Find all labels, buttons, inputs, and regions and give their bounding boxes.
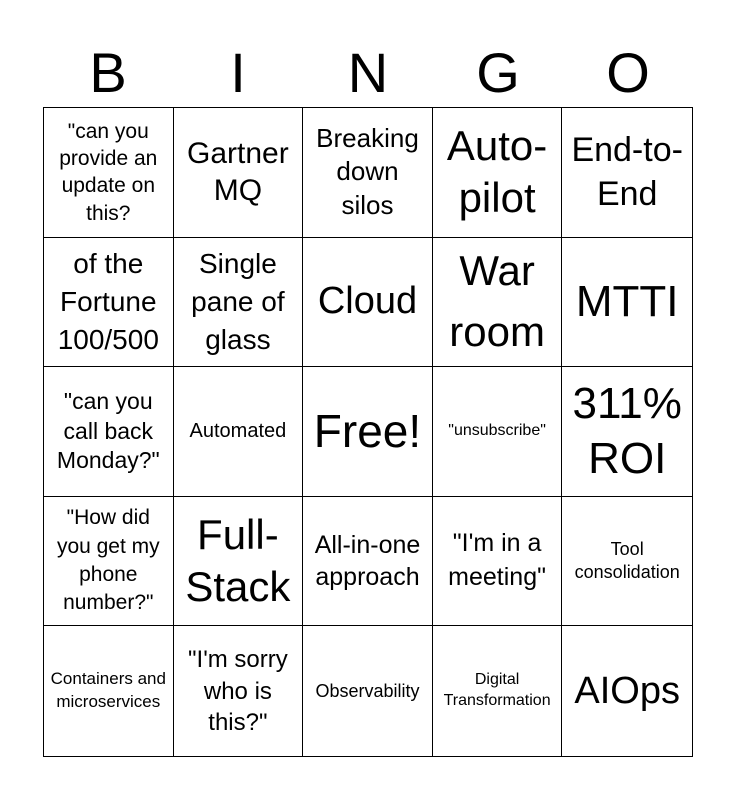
cell-text: Single pane of glass xyxy=(191,248,285,355)
cell-text: AIOps xyxy=(574,669,680,712)
bingo-cell[interactable] xyxy=(44,367,174,497)
bingo-cell[interactable] xyxy=(433,108,563,238)
cell-text: Tool consolidation xyxy=(574,538,680,583)
bingo-cell[interactable] xyxy=(303,367,433,497)
header-letter-b: B xyxy=(89,41,127,104)
cell-text: End-to-End xyxy=(571,131,683,214)
bingo-cell[interactable] xyxy=(174,626,304,756)
bingo-cell[interactable] xyxy=(303,626,433,756)
bingo-cell[interactable] xyxy=(44,626,174,756)
cell-text: War room xyxy=(449,247,545,355)
bingo-cell[interactable] xyxy=(174,108,304,238)
cell-text: "can you provide an update on this? xyxy=(59,119,158,225)
cell-text: Full-Stack xyxy=(185,510,291,611)
cell-text: Free! xyxy=(313,405,422,458)
cell-text: Digital Transformation xyxy=(443,671,551,710)
header-letter-g: G xyxy=(476,41,520,104)
cell-text: Gartner MQ xyxy=(187,136,289,208)
bingo-cell[interactable] xyxy=(433,626,563,756)
cell-text: Automated xyxy=(189,419,287,442)
cell-text: "unsubscribe" xyxy=(448,422,546,440)
header-letter-n: N xyxy=(347,41,389,104)
bingo-header xyxy=(43,42,693,104)
bingo-cell[interactable] xyxy=(174,497,304,627)
cell-text: Observability xyxy=(315,680,420,701)
bingo-cell[interactable] xyxy=(562,367,692,497)
bingo-cell[interactable] xyxy=(562,108,692,238)
cell-text: "I'm in a meeting" xyxy=(448,529,546,592)
bingo-cell[interactable] xyxy=(562,626,692,756)
cell-text: MTTI xyxy=(575,276,679,326)
cell-text: "I'm sorry who is this?" xyxy=(188,646,288,736)
cell-text: Cloud xyxy=(317,280,418,323)
bingo-cell[interactable] xyxy=(433,238,563,368)
cell-text: Containers and microservices xyxy=(50,669,166,712)
bingo-cell[interactable] xyxy=(562,238,692,368)
bingo-cell[interactable] xyxy=(44,497,174,627)
bingo-cell[interactable] xyxy=(44,238,174,368)
bingo-cell[interactable] xyxy=(303,238,433,368)
header-letter-i: I xyxy=(230,41,246,104)
cell-text: Breaking down silos xyxy=(316,122,419,221)
bingo-cell[interactable] xyxy=(303,497,433,627)
bingo-cell[interactable] xyxy=(303,108,433,238)
cell-text: 311% ROI xyxy=(572,379,682,484)
bingo-cell[interactable] xyxy=(562,497,692,627)
cell-text: All-in-one approach xyxy=(314,530,421,592)
cell-text: "can you call back Monday?" xyxy=(56,387,160,474)
bingo-cell[interactable] xyxy=(433,367,563,497)
header-letter-o: O xyxy=(606,41,650,104)
bingo-cell[interactable] xyxy=(433,497,563,627)
bingo-board xyxy=(43,107,693,757)
cell-text: Auto-pilot xyxy=(446,121,548,222)
cell-text: of the Fortune 100/500 xyxy=(57,248,159,355)
bingo-cell[interactable] xyxy=(174,238,304,368)
cell-text: "How did you get my phone number?" xyxy=(56,506,160,615)
bingo-cell[interactable] xyxy=(44,108,174,238)
bingo-cell[interactable] xyxy=(174,367,304,497)
